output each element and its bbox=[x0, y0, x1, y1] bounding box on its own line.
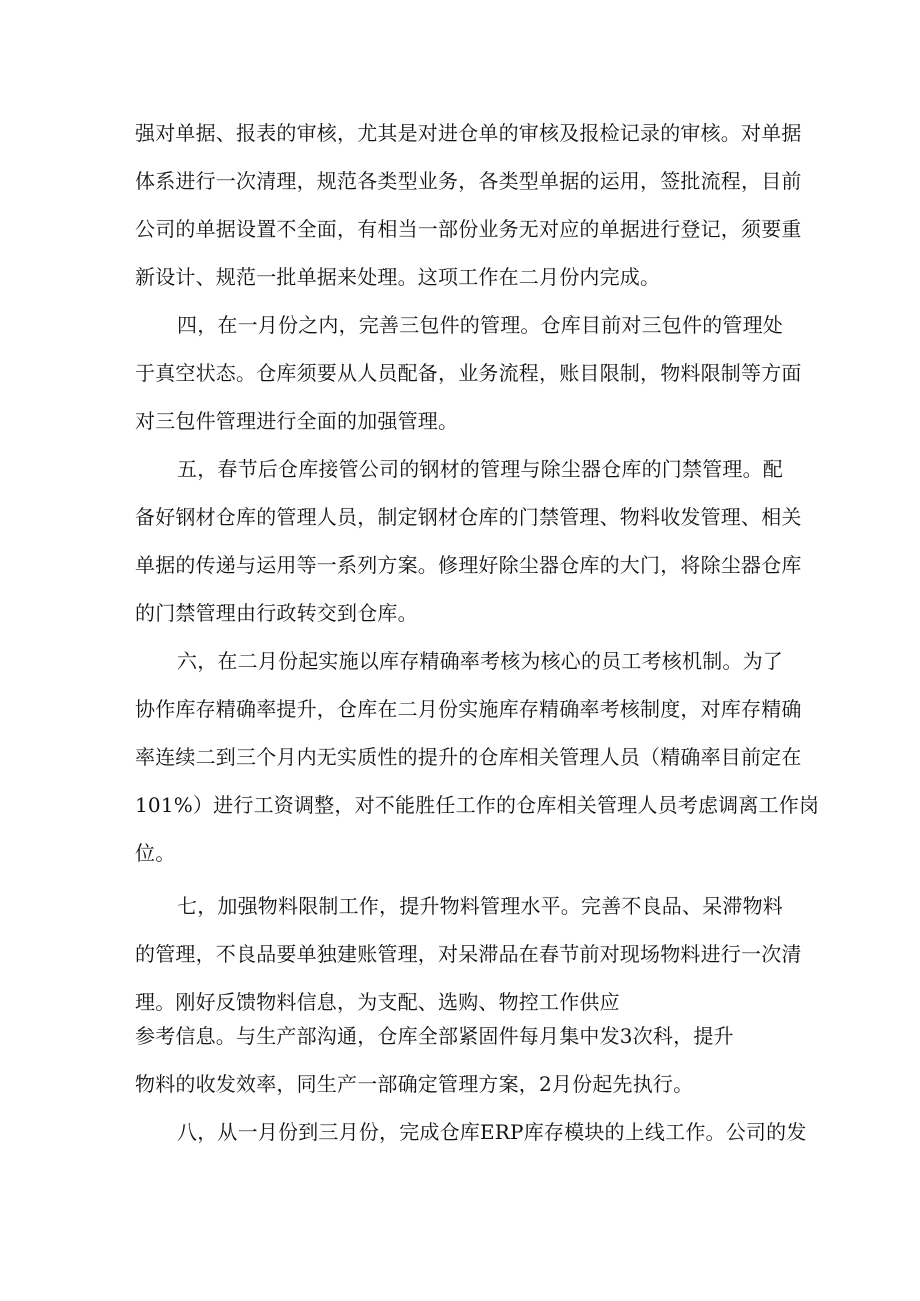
text-line: 体系进行一次清理，规范各类型业务，各类型单据的运用，签批流程，目前 bbox=[135, 169, 802, 193]
text-line: 物料的收发效率，同生产一部确定管理方案，2月份起先执行。 bbox=[135, 1072, 694, 1096]
paragraph-start-line: 八，从一月份到三月份，完成仓库ERP库存模块的上线工作。公司的发 bbox=[177, 1120, 807, 1144]
paragraph-start-line: 四，在一月份之内，完善三包件的管理。仓库目前对三包件的管理处 bbox=[177, 313, 783, 337]
text-line: 强对单据、报表的审核，尤其是对进仓单的审核及报检记录的审核。对单据 bbox=[135, 121, 802, 145]
paragraph-start-line: 五，春节后仓库接管公司的钢材的管理与除尘器仓库的门禁管理。配 bbox=[177, 457, 783, 481]
text-line: 位。 bbox=[135, 841, 176, 865]
text-line: 单据的传递与运用等一系列方案。修理好除尘器仓库的大门，将除尘器仓库 bbox=[135, 553, 802, 577]
text-line: 理。刚好反馈物料信息，为支配、选购、物控工作供应 bbox=[135, 990, 620, 1014]
paragraph-start-line: 七，加强物料限制工作，提升物料管理水平。完善不良品、呆滞物料 bbox=[177, 894, 783, 918]
text-line: 备好钢材仓库的管理人员，制定钢材仓库的门禁管理、物料收发管理、相关 bbox=[135, 505, 802, 529]
text-line: 101%）进行工资调整，对不能胜任工作的仓库相关管理人员考虑调离工作岗 bbox=[135, 793, 820, 817]
text-line: 率连续二到三个月内无实质性的提升的仓库相关管理人员（精确率目前定在 bbox=[135, 745, 802, 769]
text-line: 参考信息。与生产部沟通，仓库全部紧固件每月集中发3次科，提升 bbox=[135, 1024, 734, 1048]
text-line: 对三包件管理进行全面的加强管理。 bbox=[135, 409, 459, 433]
text-line: 协作库存精确率提升，仓库在二月份实施库存精确率考核制度，对库存精确 bbox=[135, 697, 802, 721]
paragraph-start-line: 六，在二月份起实施以库存精确率考核为核心的员工考核机制。为了 bbox=[177, 649, 783, 673]
text-line: 公司的单据设置不全面，有相当一部份业务无对应的单据进行登记，须要重 bbox=[135, 217, 802, 241]
text-line: 新设计、规范一批单据来处理。这项工作在二月份内完成。 bbox=[135, 265, 661, 289]
text-line: 的门禁管理由行政转交到仓库。 bbox=[135, 601, 418, 625]
text-line: 的管理，不良品要单独建账管理，对呆滞品在春节前对现场物料进行一次清 bbox=[135, 942, 802, 966]
text-line: 于真空状态。仓库须要从人员配备，业务流程，账目限制，物料限制等方面 bbox=[135, 361, 802, 385]
